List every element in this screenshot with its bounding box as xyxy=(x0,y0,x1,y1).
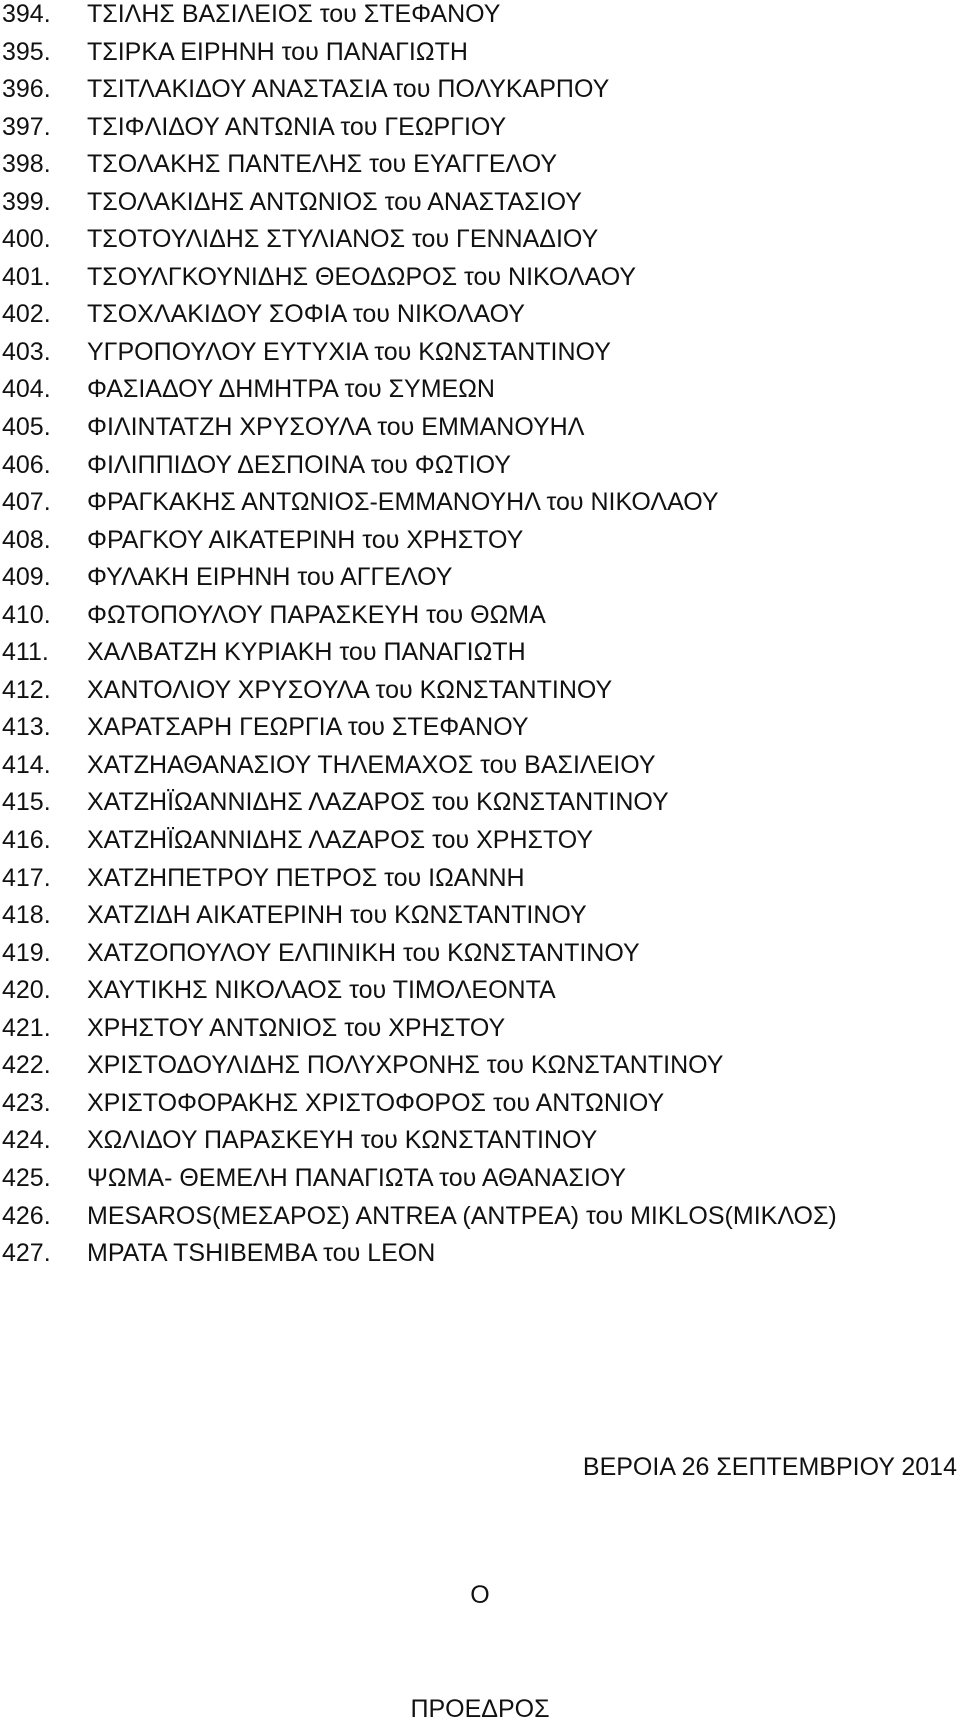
list-item xyxy=(0,526,960,564)
item-number: 403. xyxy=(2,337,51,366)
item-number: 402. xyxy=(2,300,51,329)
list-item xyxy=(0,225,960,263)
item-number: 411. xyxy=(2,638,49,667)
list-item xyxy=(0,188,960,226)
item-name: ΤΣΙΛΗΣ ΒΑΣΙΛΕΙΟΣ του ΣΤΕΦΑΝΟΥ xyxy=(87,0,501,28)
item-name: ΤΣΟΧΛΑΚΙΔΟΥ ΣΟΦΙΑ του ΝΙΚΟΛΑΟΥ xyxy=(87,300,525,329)
item-name: ΦΥΛΑΚΗ ΕΙΡΗΝΗ του ΑΓΓΕΛΟΥ xyxy=(87,563,453,592)
item-number: 397. xyxy=(2,112,51,141)
item-number: 398. xyxy=(2,150,51,179)
item-number: 418. xyxy=(2,901,51,930)
item-number: 427. xyxy=(2,1239,51,1268)
item-number: 408. xyxy=(2,525,51,554)
item-name: ΧΑΤΖΟΠΟΥΛΟΥ ΕΛΠΙΝΙΚΗ του ΚΩΝΣΤΑΝΤΙΝΟΥ xyxy=(87,938,640,967)
item-name: ΧΡΙΣΤΟΔΟΥΛΙΔΗΣ ΠΟΛΥΧΡΟΝΗΣ του ΚΩΝΣΤΑΝΤΙΝΟΥ xyxy=(87,1051,724,1080)
list-item xyxy=(0,563,960,601)
list-item xyxy=(0,375,960,413)
item-name: ΤΣΟΛΑΚΗΣ ΠΑΝΤΕΛΗΣ του ΕΥΑΓΓΕΛΟΥ xyxy=(87,150,558,179)
item-name: ΤΣΙΤΛΑΚΙΔΟΥ ΑΝΑΣΤΑΣΙΑ του ΠΟΛΥΚΑΡΠΟΥ xyxy=(87,75,610,104)
item-name: ΦΙΛΙΠΠΙΔΟΥ ΔΕΣΠΟΙΝΑ του ΦΩΤΙΟΥ xyxy=(87,450,511,479)
item-number: 414. xyxy=(2,750,51,779)
item-name: ΧΑΤΖΗΠΕΤΡΟΥ ΠΕΤΡΟΣ του ΙΩΑΝΝΗ xyxy=(87,863,525,892)
item-number: 424. xyxy=(2,1126,51,1155)
item-name: ΦΡΑΓΚΑΚΗΣ ΑΝΤΩΝΙΟΣ-ΕΜΜΑΝΟΥΗΛ του ΝΙΚΟΛΑΟΥ xyxy=(87,488,719,517)
list-item xyxy=(0,1014,960,1052)
item-number: 425. xyxy=(2,1163,51,1192)
item-name: ΦΑΣΙΑΔΟΥ ΔΗΜΗΤΡΑ του ΣΥΜΕΩΝ xyxy=(87,375,495,404)
list-item xyxy=(0,38,960,76)
item-name: ΧΑΝΤΟΛΙΟΥ ΧΡΥΣΟΥΛΑ του ΚΩΝΣΤΑΝΤΙΝΟΥ xyxy=(87,675,613,704)
list-item xyxy=(0,451,960,489)
signature-article: Ο xyxy=(470,1581,490,1609)
item-number: 407. xyxy=(2,488,51,517)
item-number: 395. xyxy=(2,37,51,66)
item-number: 426. xyxy=(2,1201,51,1230)
item-name: ΦΩΤΟΠΟΥΛΟΥ ΠΑΡΑΣΚΕΥΗ του ΘΩΜΑ xyxy=(87,600,546,629)
item-name: ΧΑΤΖΗΪΩΑΝΝΙΔΗΣ ΛΑΖΑΡΟΣ του ΚΩΝΣΤΑΝΤΙΝΟΥ xyxy=(87,788,669,817)
list-item xyxy=(0,338,960,376)
item-name: MESAROS(ΜΕΣΑΡΟΣ) ANTREA (ΑΝΤΡΕΑ) του MIKLOS(ΜΙΚΛΟΣ) xyxy=(87,1201,837,1230)
list-item xyxy=(0,713,960,751)
item-number: 415. xyxy=(2,788,51,817)
item-name: ΤΣΟΛΑΚΙΔΗΣ ΑΝΤΩΝΙΟΣ του ΑΝΑΣΤΑΣΙΟΥ xyxy=(87,187,582,216)
item-name: ΧΑΥΤΙΚΗΣ ΝΙΚΟΛΑΟΣ του ΤΙΜΟΛΕΟΝΤΑ xyxy=(87,976,556,1005)
item-number: 412. xyxy=(2,675,51,704)
item-name: ΤΣΙΡΚΑ ΕΙΡΗΝΗ του ΠΑΝΑΓΙΩΤΗ xyxy=(87,37,468,66)
item-number: 422. xyxy=(2,1051,51,1080)
list-item xyxy=(0,826,960,864)
list-item xyxy=(0,300,960,338)
list-item xyxy=(0,939,960,977)
item-number: 410. xyxy=(2,600,51,629)
item-number: 400. xyxy=(2,225,51,254)
item-name: ΥΓΡΟΠΟΥΛΟΥ ΕΥΤΥΧΙΑ του ΚΩΝΣΤΑΝΤΙΝΟΥ xyxy=(87,337,611,366)
list-item xyxy=(0,0,960,38)
item-number: 413. xyxy=(2,713,51,742)
item-name: ΧΑΤΖΙΔΗ ΑΙΚΑΤΕΡΙΝΗ του ΚΩΝΣΤΑΝΤΙΝΟΥ xyxy=(87,901,587,930)
item-name: ΜΡΑΤΑ TSHIBEMBA του LEON xyxy=(87,1239,436,1268)
list-item xyxy=(0,1164,960,1202)
item-number: 416. xyxy=(2,826,51,855)
item-name: ΧΩΛΙΔΟΥ ΠΑΡΑΣΚΕΥΗ του ΚΩΝΣΤΑΝΤΙΝΟΥ xyxy=(87,1126,598,1155)
item-name: ΤΣΙΦΛΙΔΟΥ ΑΝΤΩΝΙΑ του ΓΕΩΡΓΙΟΥ xyxy=(87,112,507,141)
list-item xyxy=(0,864,960,902)
list-item xyxy=(0,901,960,939)
list-item xyxy=(0,1051,960,1089)
item-name: ΧΡΙΣΤΟΦΟΡΑΚΗΣ ΧΡΙΣΤΟΦΟΡΟΣ του ΑΝΤΩΝΙΟΥ xyxy=(87,1088,665,1117)
item-number: 417. xyxy=(2,863,51,892)
list-item xyxy=(0,601,960,639)
list-item xyxy=(0,75,960,113)
list-item xyxy=(0,1089,960,1127)
item-number: 423. xyxy=(2,1088,51,1117)
item-name: ΧΑΡΑΤΣΑΡΗ ΓΕΩΡΓΙΑ του ΣΤΕΦΑΝΟΥ xyxy=(87,713,529,742)
item-number: 421. xyxy=(2,1013,51,1042)
item-number: 420. xyxy=(2,976,51,1005)
list-item xyxy=(0,1202,960,1240)
list-item xyxy=(0,676,960,714)
list-item xyxy=(0,413,960,451)
item-name: ΧΑΤΖΗΪΩΑΝΝΙΔΗΣ ΛΑΖΑΡΟΣ του ΧΡΗΣΤΟΥ xyxy=(87,826,594,855)
list-item xyxy=(0,1239,960,1277)
item-number: 396. xyxy=(2,75,51,104)
list-item xyxy=(0,263,960,301)
item-number: 409. xyxy=(2,563,51,592)
item-number: 405. xyxy=(2,413,51,442)
item-name: ΤΣΟΥΛΓΚΟΥΝΙΔΗΣ ΘΕΟΔΩΡΟΣ του ΝΙΚΟΛΑΟΥ xyxy=(87,262,637,291)
list-item xyxy=(0,976,960,1014)
signatory-title: ΠΡΟΕΔΡΟΣ xyxy=(410,1695,550,1723)
list-item xyxy=(0,150,960,188)
item-name: ΨΩΜΑ- ΘΕΜΕΛΗ ΠΑΝΑΓΙΩΤΑ του ΑΘΑΝΑΣΙΟΥ xyxy=(87,1163,627,1192)
item-name: ΦΙΛΙΝΤΑΤΖΗ ΧΡΥΣΟΥΛΑ του ΕΜΜΑΝΟΥΗΛ xyxy=(87,413,585,442)
item-name: ΧΑΛΒΑΤΖΗ ΚΥΡΙΑΚΗ του ΠΑΝΑΓΙΩΤΗ xyxy=(87,638,526,667)
list-item xyxy=(0,751,960,789)
list-item xyxy=(0,638,960,676)
item-number: 406. xyxy=(2,450,51,479)
item-name: ΤΣΟΤΟΥΛΙΔΗΣ ΣΤΥΛΙΑΝΟΣ του ΓΕΝΝΑΔΙΟΥ xyxy=(87,225,599,254)
item-number: 401. xyxy=(2,262,51,291)
item-number: 404. xyxy=(2,375,51,404)
list-item xyxy=(0,488,960,526)
item-name: ΧΑΤΖΗΑΘΑΝΑΣΙΟΥ ΤΗΛΕΜΑΧΟΣ του ΒΑΣΙΛΕΙΟΥ xyxy=(87,750,656,779)
list-item xyxy=(0,113,960,151)
item-number: 399. xyxy=(2,187,51,216)
item-name: ΦΡΑΓΚΟΥ ΑΙΚΑΤΕΡΙΝΗ του ΧΡΗΣΤΟΥ xyxy=(87,525,524,554)
item-number: 394. xyxy=(2,0,51,28)
item-number: 419. xyxy=(2,938,51,967)
place-date: ΒΕΡΟΙΑ 26 ΣΕΠΤΕΜΒΡΙΟΥ 2014 xyxy=(582,1453,957,1481)
list-item xyxy=(0,1126,960,1164)
item-name: ΧΡΗΣΤΟΥ ΑΝΤΩΝΙΟΣ του ΧΡΗΣΤΟΥ xyxy=(87,1013,506,1042)
list-item xyxy=(0,788,960,826)
